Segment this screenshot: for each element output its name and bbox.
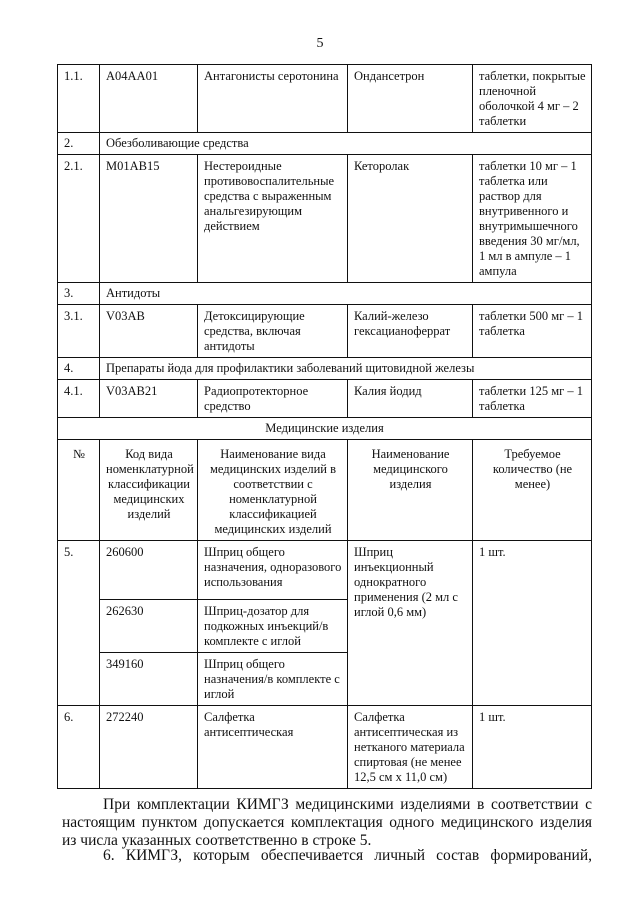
row-number: 6. — [58, 706, 100, 789]
section-number: 3. — [58, 283, 100, 305]
section-title: Препараты йода для профилактики заболеваний щитовидной железы — [100, 358, 592, 380]
header-row — [58, 440, 592, 541]
section-title: Обезболивающие средства — [100, 133, 592, 155]
drug-name: Калий-железо гексацианоферрат — [348, 305, 473, 358]
drug-group: Радиопротекторное средство — [198, 380, 348, 418]
section-row — [58, 418, 592, 440]
device-quantity: 1 шт. — [473, 541, 592, 706]
medical-devices-title: Медицинские изделия — [58, 418, 592, 440]
dosage-form: таблетки 125 мг – 1 таблетка — [473, 380, 592, 418]
section-row — [58, 283, 592, 305]
section-number: 4. — [58, 358, 100, 380]
table-row — [58, 305, 592, 358]
drug-name: Кеторолак — [348, 155, 473, 283]
header-type-name: Наименование вида медицинских изделий в соответствии с номенклатурной классификацией медицинских изделий — [198, 440, 348, 541]
table-row — [58, 65, 592, 133]
device-type-name: Шприц-дозатор для подкожных инъекций/в комплекте с иглой — [198, 600, 348, 653]
header-quantity: Требуемое количество (не менее) — [473, 440, 592, 541]
page-number: 5 — [316, 36, 324, 51]
header-code: Код вида номенклатурной классификации медицинских изделий — [100, 440, 198, 541]
drug-name: Калия йодид — [348, 380, 473, 418]
device-code: 272240 — [100, 706, 198, 789]
paragraph-item-6: 6. КИМГЗ, которым обеспечивается личный состав формирований, — [103, 847, 592, 864]
row-number: 2.1. — [58, 155, 100, 283]
drug-group: Антагонисты серотонина — [198, 65, 348, 133]
header-item-name: Наименование медицинского изделия — [348, 440, 473, 541]
device-type-name: Шприц общего назначения, одноразового использования — [198, 541, 348, 600]
drug-group: Детоксицирующие средства, включая антидоты — [198, 305, 348, 358]
row-number: 5. — [58, 541, 100, 706]
atc-code: V03AB21 — [100, 380, 198, 418]
dosage-form: таблетки 500 мг – 1 таблетка — [473, 305, 592, 358]
device-code: 349160 — [100, 653, 198, 706]
atc-code: M01AB15 — [100, 155, 198, 283]
atc-code: V03AB — [100, 305, 198, 358]
equipment-table — [57, 64, 592, 789]
section-number: 2. — [58, 133, 100, 155]
table-row — [58, 380, 592, 418]
dosage-form: таблетки, покрытые пленочной оболочкой 4 мг – 2 таблетки — [473, 65, 592, 133]
table-row — [58, 155, 592, 283]
device-type-name: Шприц общего назначения/в комплекте с иглой — [198, 653, 348, 706]
row-number: 1.1. — [58, 65, 100, 133]
device-quantity: 1 шт. — [473, 706, 592, 789]
table-row — [58, 541, 592, 600]
table-row — [58, 706, 592, 789]
device-name: Салфетка антисептическая из нетканого материала спиртовая (не менее 12,5 см х 11,0 см) — [348, 706, 473, 789]
header-number: № — [58, 440, 100, 541]
dosage-form: таблетки 10 мг – 1 таблетка или раствор для внутривенного и внутримышечного введения 30 мг/мл, 1 мл в ампуле – 1 ампула — [473, 155, 592, 283]
row-number: 3.1. — [58, 305, 100, 358]
drug-group: Нестероидные противовоспалительные средства с выраженным анальгезирующим действием — [198, 155, 348, 283]
device-code: 260600 — [100, 541, 198, 600]
device-code: 262630 — [100, 600, 198, 653]
drug-name: Ондансетрон — [348, 65, 473, 133]
device-name: Шприц инъекционный однократного применения (2 мл с иглой 0,6 мм) — [348, 541, 473, 706]
section-row — [58, 133, 592, 155]
paragraph-kit-note: При комплектации КИМГЗ медицинскими изделиями в соответствии с настоящим пунктом допускается комплектация одного медицинского изделия из числа указанных соответственно в строке 5. — [62, 796, 592, 849]
row-number: 4.1. — [58, 380, 100, 418]
device-type-name: Салфетка антисептическая — [198, 706, 348, 789]
section-title: Антидоты — [100, 283, 592, 305]
section-row — [58, 358, 592, 380]
atc-code: A04AA01 — [100, 65, 198, 133]
